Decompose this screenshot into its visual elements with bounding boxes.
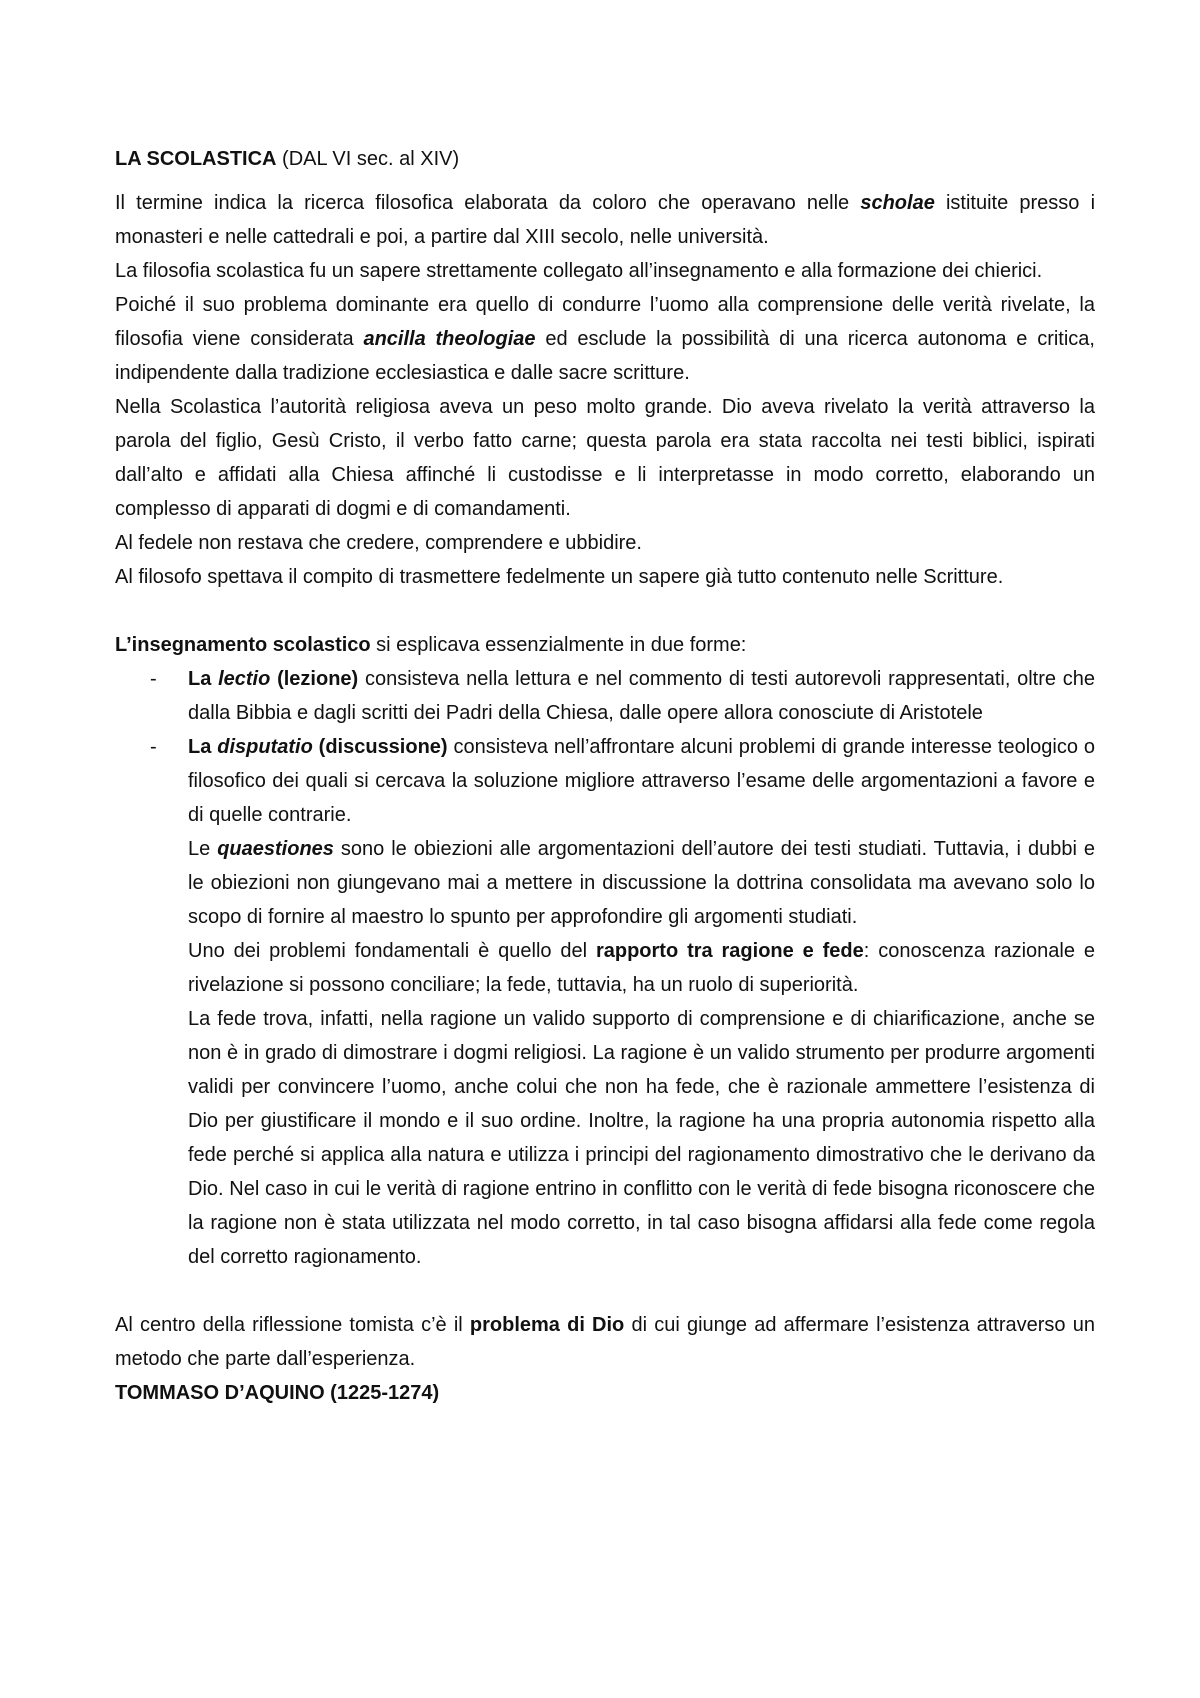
tommaso-text: Al centro della riflessione tomista c’è il [115,1314,470,1336]
intro-paragraph-autorita: Nella Scolastica l’autorità religiosa aveva un peso molto grande. Dio aveva rivelato la verità attraverso la parola del figlio, Gesù Cristo, il verbo fatto carne; questa parola era stata raccolta nei testi biblici, ispirati dall’alto e affidati alla Chiesa affinché li custodisse e li interpretasse in modo corretto, elaborando un complesso di apparati di dogmi e di comandamenti. [115,396,1095,520]
tommaso-heading: TOMMASO D’AQUINO (1225-1274) [115,1382,440,1404]
document-page [115,142,1095,1410]
teaching-forms-list [115,662,1095,832]
title-period: (DAL VI sec. al XIV) [276,148,460,170]
term-quaestiones: quaestiones [217,838,334,860]
intro-text: ed esclude la possibilità di una ricerca autonoma e critica, indipendente dalla tradizione ecclesiastica e dalle sacre scritture. [115,328,1095,384]
intro-text: istituite presso i monasteri e nelle cattedrali e poi, a partire dal XIII secolo, nelle università. [115,192,1096,248]
rapporto-text: : conoscenza razionale e rivelazione si possono conciliare; la fede, tuttavia, ha un ruolo di superiorità. [188,940,1095,996]
rapporto-bold: rapporto tra ragione e fede [595,940,864,962]
term-lectio: lectio [218,668,271,690]
spacer [115,594,1095,628]
term-disputatio: disputatio [217,736,313,758]
quaestiones-paragraph [188,832,1095,934]
term-scholae: scholae [860,192,935,214]
disputatio-gloss: (discussione) [312,736,448,758]
disputatio-text [188,730,1095,832]
term-ancilla-theologiae: ancilla theologiae [363,328,536,350]
intro-text: Poiché il suo problema dominante era quello di condurre l’uomo alla comprensione delle verità rivelate, la filosofia viene considerata [115,294,1095,350]
teaching-lead [115,628,1095,662]
problema-di-dio: problema di Dio [469,1314,625,1336]
list-item-disputatio [115,730,1095,832]
lectio-body: consisteva nella lettura e nel commento di testi autorevoli rappresentati, oltre che dalla Bibbia e dagli scritti dei Padri della Chiesa, dalle opere allora conosciute di Aristotele [188,668,1096,724]
list-dash: - [150,668,157,690]
intro-paragraph-scholae [115,186,1095,254]
intro-text: Il termine indica la ricerca filosofica elaborata da coloro che operavano nelle [115,192,861,214]
disputatio-la: La [188,736,218,758]
title-heading: LA SCOLASTICA [115,148,277,170]
rapporto-paragraph [188,934,1095,1002]
intro-paragraph-chierici: La filosofia scolastica fu un sapere strettamente collegato all’insegnamento e alla formazione dei chierici. [115,260,1043,282]
teaching-lead-bold: L’insegnamento scolastico [115,634,371,656]
spacer [115,1274,1095,1308]
intro-paragraph-fedele: Al fedele non restava che credere, comprendere e ubbidire. [115,532,642,554]
disputatio-continuation [115,832,1095,1274]
rapporto-text: Uno dei problemi fondamentali è quello del [188,940,596,962]
lectio-text [188,662,1095,730]
quaestiones-text: Le [188,838,218,860]
list-dash: - [150,736,157,758]
quaestiones-text: sono le obiezioni alle argomentazioni dell’autore dei testi studiati. Tuttavia, i dubbi e le obiezioni non giungevano mai a mettere in discussione la dottrina consolidata ma avevano solo lo scopo di fornire al maestro lo spunto per approfondire gli argomenti studiati. [188,838,1095,928]
disputatio-body: consisteva nell’affrontare alcuni problemi di grande interesse teologico o filosofico dei quali si cercava la soluzione migliore attraverso l’esame delle argomentazioni a favore e di quelle contrarie. [188,736,1095,826]
document-title [115,142,1095,176]
intro-paragraph-ancilla [115,288,1095,390]
list-item-lectio [115,662,1095,730]
lectio-la: La [188,668,219,690]
tommaso-paragraph [115,1308,1095,1376]
intro-paragraph-filosofo: Al filosofo spettava il compito di trasmettere fedelmente un sapere già tutto contenuto nelle Scritture. [115,566,1004,588]
fede-paragraph: La fede trova, infatti, nella ragione un valido supporto di comprensione e di chiarificazione, anche se non è in grado di dimostrare i dogmi religiosi. La ragione è un valido strumento per produrre argomenti validi per convincere l’uomo, anche colui che non ha fede, che è razionale ammettere l’esistenza di Dio per giustificare il mondo e il suo ordine. Inoltre, la ragione ha una propria autonomia rispetto alla fede perché si applica alla natura e utilizza i principi del ragionamento dimostrativo che le derivano da Dio. Nel caso in cui le verità di ragione entrino in conflitto con le verità di fede bisogna riconoscere che la ragione non è stata utilizzata nel modo corretto, in tal caso bisogna affidarsi alla fede come regola del corretto ragionamento. [188,1008,1095,1268]
teaching-lead-rest: si esplicava essenzialmente in due forme: [370,634,747,656]
tommaso-text: di cui giunge ad affermare l’esistenza attraverso un metodo che parte dall’esperienza. [115,1314,1095,1370]
lectio-gloss: (lezione) [270,668,359,690]
